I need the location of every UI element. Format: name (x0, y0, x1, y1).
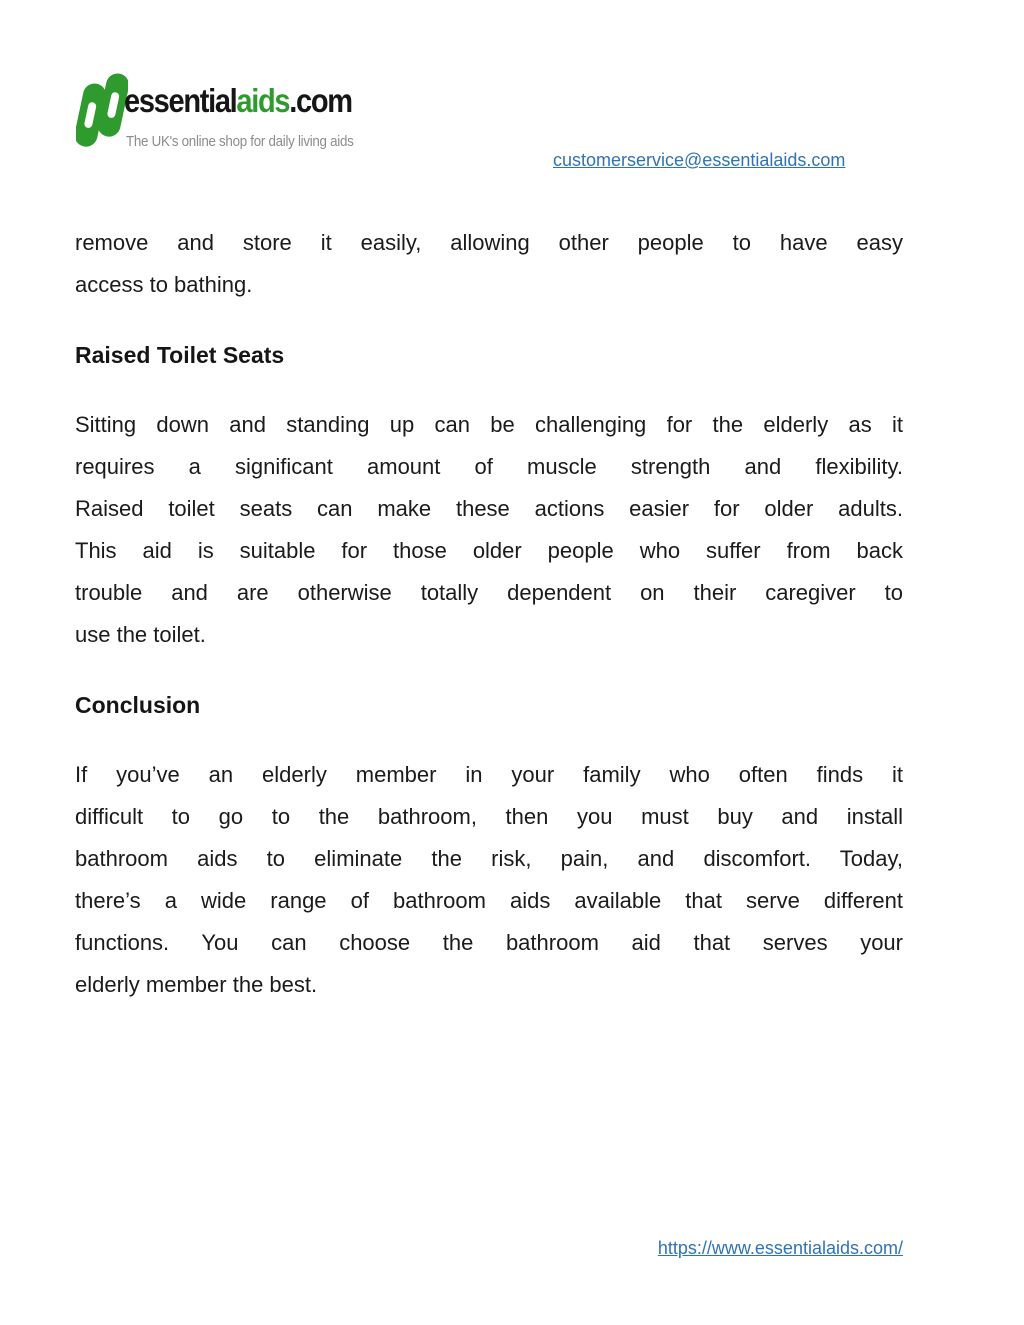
logo-tagline: The UK's online shop for daily living aids (126, 134, 354, 150)
section-body-conclusion (75, 754, 903, 1006)
paragraph-line: remove and store it easily, allowing other people to have easy (75, 230, 903, 255)
paragraph-line: If you’ve an elderly member in your family who often finds it (75, 762, 903, 787)
paragraph-line: there’s a wide range of bathroom aids available that serve different (75, 888, 903, 913)
paragraph-line: elderly member the best. (75, 972, 318, 997)
paragraph-line: Raised toilet seats can make these actions easier for older adults. (75, 496, 903, 521)
paragraph-line: Sitting down and standing up can be challenging for the elderly as it (75, 412, 903, 437)
essentialaids-logo-icon (76, 64, 128, 156)
brand-essential: essential (124, 82, 237, 119)
page-footer (75, 1238, 903, 1259)
section-heading-raised-toilet-seats: Raised Toilet Seats (75, 342, 285, 368)
document-content (75, 222, 903, 1034)
email-link[interactable]: customerservice@essentialaids.com (553, 150, 846, 170)
section-body-raised-toilet-seats (75, 404, 903, 656)
paragraph-line: functions. You can choose the bathroom aid that serves your (75, 930, 903, 955)
paragraph-line: bathroom aids to eliminate the risk, pain, and discomfort. Today, (75, 846, 903, 871)
site-link[interactable]: https://www.essentialaids.com/ (657, 1238, 903, 1258)
paragraph-line: use the toilet. (75, 622, 206, 647)
paragraph-line: This aid is suitable for those older people who suffer from back (75, 538, 903, 563)
intro-paragraph (75, 222, 903, 306)
brand-aids: aids (236, 82, 290, 119)
section-heading-conclusion: Conclusion (75, 692, 201, 718)
brand-text (124, 82, 352, 120)
paragraph-line: access to bathing. (75, 272, 253, 297)
paragraph-line: difficult to go to the bathroom, then you must buy and install (75, 804, 903, 829)
paragraph-line: requires a significant amount of muscle strength and flexibility. (75, 454, 903, 479)
brand-dotcom: .com (289, 82, 352, 119)
paragraph-line: trouble and are otherwise totally dependent on their caregiver to (75, 580, 903, 605)
